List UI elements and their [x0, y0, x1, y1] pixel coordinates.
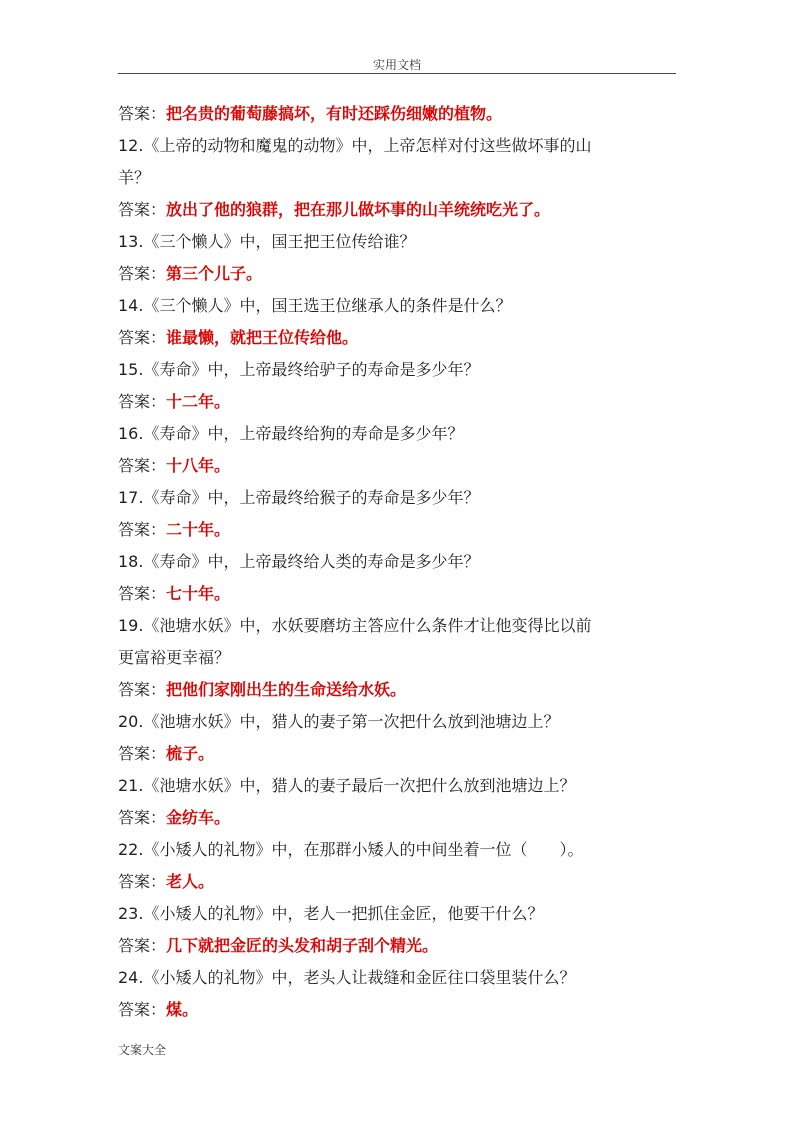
question-line: 19.《池塘水妖》中，水妖要磨坊主答应什么条件才让他变得比以前: [118, 616, 592, 635]
answer-text: 十二年。: [166, 392, 231, 411]
answer-text: 十八年。: [166, 456, 231, 475]
document-body: [118, 98, 678, 1026]
answer-label: 答案：: [118, 680, 167, 699]
answer-text: 谁最懒，就把王位传给他。: [166, 328, 359, 347]
answer-line: [118, 194, 678, 226]
answer-line: [118, 98, 678, 130]
answer-label: 答案：: [118, 808, 167, 827]
answer-line: [118, 802, 678, 834]
question-line: 22.《小矮人的礼物》中，在那群小矮人的中间坐着一位（ ）。: [118, 840, 584, 859]
answer-text: 几下就把金匠的头发和胡子刮个精光。: [166, 936, 439, 955]
answer-line: [118, 258, 678, 290]
answer-text: 第三个儿子。: [166, 264, 263, 283]
question-line: 14.《三个懒人》中，国王选王位继承人的条件是什么？: [118, 296, 512, 315]
question-line: 15.《寿命》中，上帝最终给驴子的寿命是多少年？: [118, 360, 480, 379]
answer-label: 答案：: [118, 872, 167, 891]
answer-text: 二十年。: [166, 520, 231, 539]
answer-line: [118, 866, 678, 898]
question-line: 21.《池塘水妖》中，猎人的妻子最后一次把什么放到池塘边上？: [118, 776, 576, 795]
answer-line: [118, 674, 678, 706]
answer-line: [118, 578, 678, 610]
answer-line: [118, 738, 678, 770]
question-line: 23.《小矮人的礼物》中，老人一把抓住金匠，他要干什么？: [118, 904, 544, 923]
answer-line: [118, 514, 678, 546]
answer-line: [118, 386, 678, 418]
answer-label: 答案：: [118, 104, 167, 123]
question-line: 羊？: [118, 168, 151, 187]
question-line: 16.《寿命》中，上帝最终给狗的寿命是多少年？: [118, 424, 464, 443]
answer-label: 答案：: [118, 264, 167, 283]
header-divider: [118, 73, 676, 74]
answer-text: 金纺车。: [166, 808, 231, 827]
answer-label: 答案：: [118, 936, 167, 955]
answer-label: 答案：: [118, 584, 167, 603]
answer-label: 答案：: [118, 520, 167, 539]
page-header: 实用文档: [372, 58, 421, 72]
question-line: 17.《寿命》中，上帝最终给猴子的寿命是多少年？: [118, 488, 480, 507]
question-line: 18.《寿命》中，上帝最终给人类的寿命是多少年？: [118, 552, 480, 571]
answer-label: 答案：: [118, 456, 167, 475]
answer-label: 答案：: [118, 392, 167, 411]
answer-text: 把名贵的葡萄藤搞坏，有时还踩伤细嫩的植物。: [166, 104, 503, 123]
answer-label: 答案：: [118, 328, 167, 347]
answer-text: 七十年。: [166, 584, 231, 603]
answer-text: 煤。: [166, 1000, 199, 1019]
answer-label: 答案：: [118, 1000, 167, 1019]
answer-line: [118, 930, 678, 962]
answer-label: 答案：: [118, 200, 167, 219]
question-line: 20.《池塘水妖》中，猎人的妻子第一次把什么放到池塘边上？: [118, 712, 560, 731]
question-line: 更富裕更幸福？: [118, 648, 231, 667]
answer-text: 老人。: [166, 872, 215, 891]
answer-line: [118, 450, 678, 482]
answer-line: [118, 322, 678, 354]
answer-text: 放出了他的狼群，把在那儿做坏事的山羊统统吃光了。: [166, 200, 551, 219]
question-line: 24.《小矮人的礼物》中，老头人让裁缝和金匠往口袋里装什么？: [118, 968, 576, 987]
answer-text: 把他们家刚出生的生命送给水妖。: [166, 680, 407, 699]
answer-label: 答案：: [118, 744, 167, 763]
question-line: 13.《三个懒人》中，国王把王位传给谁？: [118, 232, 416, 251]
page-footer: 文案大全: [118, 1043, 167, 1057]
answer-line: [118, 994, 678, 1026]
answer-text: 梳子。: [166, 744, 215, 763]
question-line: 12.《上帝的动物和魔鬼的动物》中，上帝怎样对付这些做坏事的山: [118, 136, 592, 155]
